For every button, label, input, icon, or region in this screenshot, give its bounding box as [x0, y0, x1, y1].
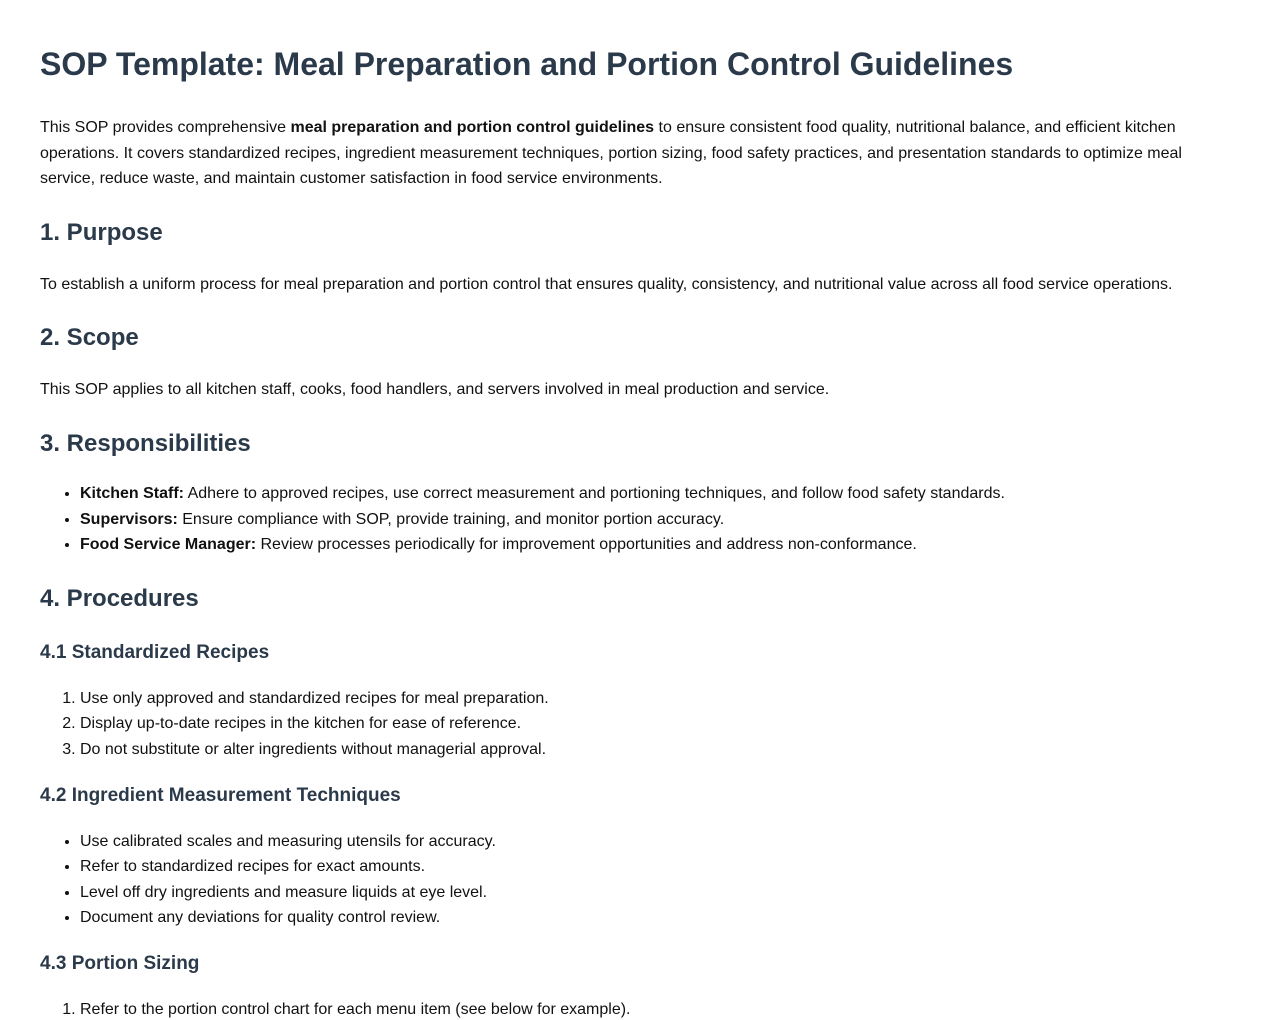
purpose-heading: 1. Purpose: [40, 218, 163, 246]
list-item: 3. Do not substitute or alter ingredients without managerial approval.: [80, 737, 1223, 763]
scope-heading: 2. Scope: [40, 324, 139, 352]
intro-bold-text: meal preparation and portion control guidelines: [290, 119, 655, 136]
page-title: SOP Template: Meal Preparation and Portion Control Guidelines: [40, 46, 1014, 82]
list-item: • Document any deviations for quality control review.: [80, 905, 1223, 931]
role-label: Kitchen Staff:: [80, 484, 184, 502]
standardized-recipes-heading: 4.1 Standardized Recipes: [40, 641, 270, 663]
list-item: [80, 532, 1223, 558]
list-item: • Use calibrated scales and measuring utensils for accuracy.: [80, 829, 1223, 855]
role-description: Ensure compliance with SOP, provide training, and monitor portion accuracy.: [177, 510, 725, 528]
standardized-recipes-list: [40, 686, 1223, 763]
responsibilities-heading: 3. Responsibilities: [40, 429, 251, 457]
portion-sizing-list: [40, 997, 1223, 1020]
list-item: • Level off dry ingredients and measure liquids at eye level.: [80, 880, 1223, 906]
role-label: Supervisors:: [80, 510, 178, 528]
role-description: Adhere to approved recipes, use correct measurement and portioning techniques, and follow food safety standards.: [184, 484, 1005, 502]
procedures-heading: 4. Procedures: [40, 584, 199, 612]
purpose-text: To establish a uniform process for meal preparation and portion control that ensures quality, consistency, and nutritional value across all food service operations.: [40, 275, 1173, 293]
list-item: 1. Use only approved and standardized recipes for meal preparation.: [80, 686, 1223, 712]
measurement-heading: 4.2 Ingredient Measurement Techniques: [40, 784, 401, 806]
intro-text-start: This SOP provides comprehensive: [40, 119, 291, 136]
intro-paragraph: [40, 115, 1223, 192]
responsibilities-list: [40, 481, 1223, 558]
list-item: 2. Display up-to-date recipes in the kitchen for ease of reference.: [80, 711, 1223, 737]
list-item: [80, 481, 1223, 507]
role-description: Review processes periodically for improvement opportunities and address non-conformance.: [256, 536, 917, 554]
list-item: • Refer to standardized recipes for exact amounts.: [80, 854, 1223, 880]
scope-text: This SOP applies to all kitchen staff, cooks, food handlers, and servers involved in meal production and service.: [40, 381, 830, 399]
list-item: [80, 507, 1223, 533]
intro-text-end: to ensure consistent food quality, nutritional balance, and efficient kitchen operations. It covers standardized recipes, ingredient measurement techniques, portion sizing, food safety practices, and presentation standards to optimize meal service, reduce waste, and maintain customer satisfaction in food service environments.: [40, 119, 1182, 188]
list-item: 1. Refer to the portion control chart for each menu item (see below for example).: [80, 997, 1223, 1020]
portion-sizing-heading: 4.3 Portion Sizing: [40, 952, 200, 974]
measurement-list: [40, 829, 1223, 931]
role-label: Food Service Manager:: [80, 536, 257, 554]
